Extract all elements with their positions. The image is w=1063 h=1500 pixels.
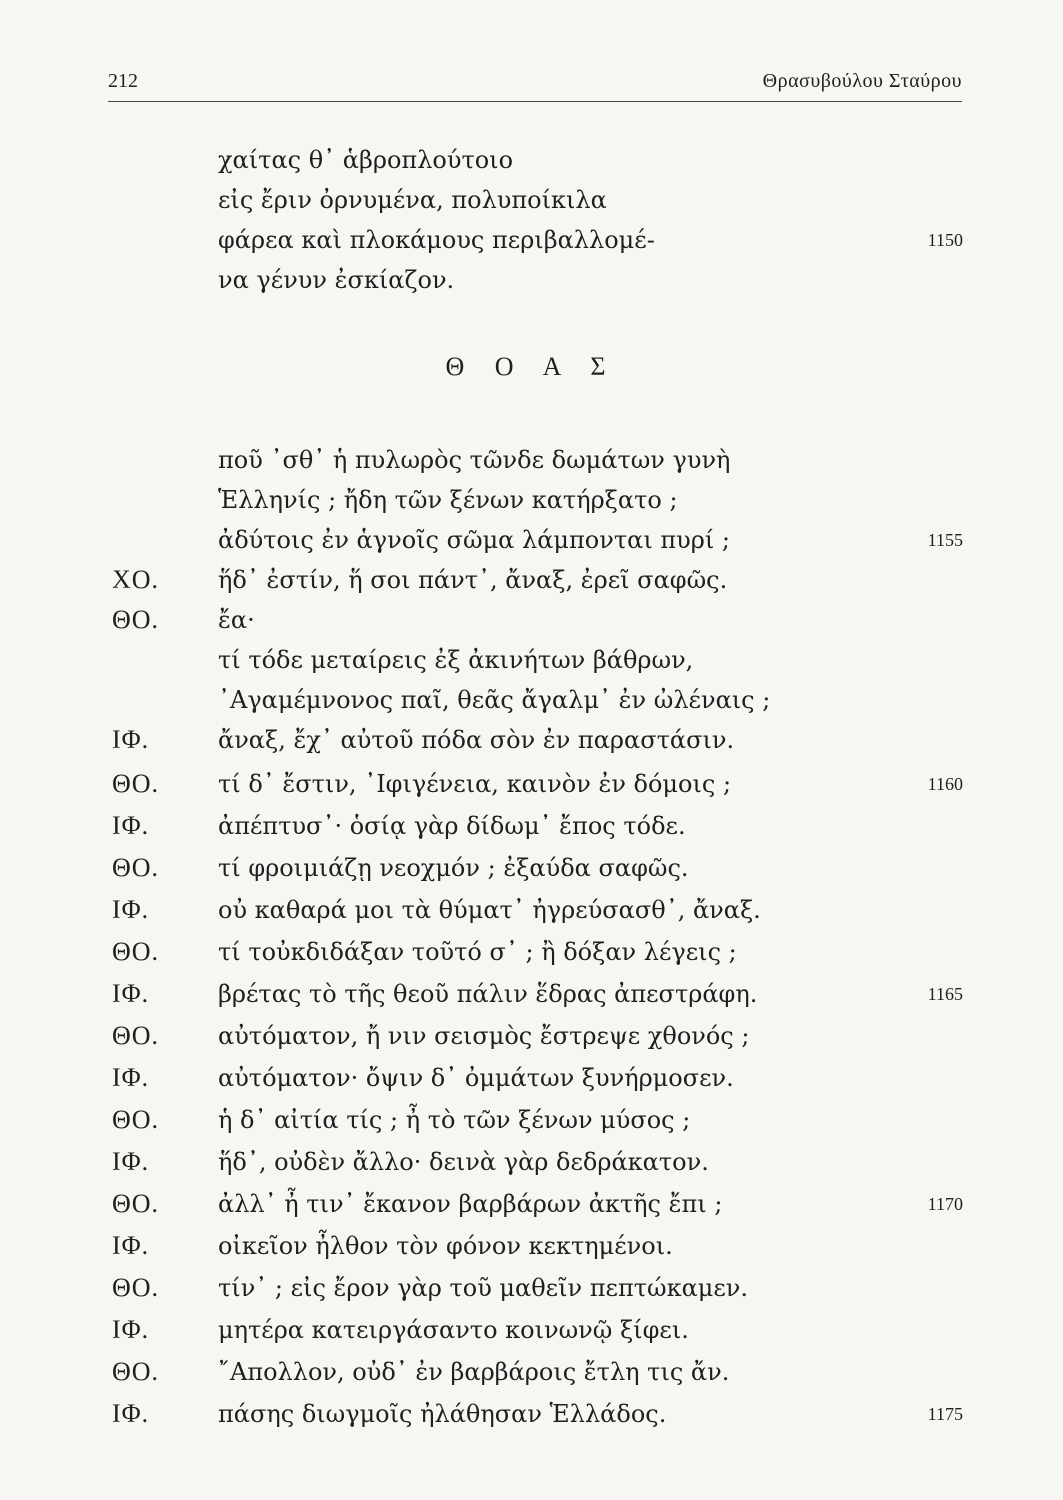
verse-line [0,220,1063,260]
verse-line [0,974,1063,1014]
speaker-label: ΙΦ. [112,1315,150,1344]
speaker-label: ΙΦ. [112,1147,150,1176]
verse-text: πάσης διωγμοῖς ἠλάθησαν Ἑλλάδος. [218,1400,667,1428]
verse-line [0,764,1063,804]
verse-text: ῎Απολλον, οὐδ᾽ ἐν βαρβάροις ἔτλη τις ἄν. [218,1358,730,1386]
verse-line [0,180,1063,220]
speaker-label: ΙΦ. [112,1063,150,1092]
verse-line [0,600,1063,640]
verse-text: οἰκεῖον ἦλθον τὸν φόνον κεκτημένοι. [218,1232,673,1260]
header-rule [108,101,962,102]
verse-text: ποῦ ᾽σθ᾽ ἡ πυλωρὸς τῶνδε δωμάτων γυνὴ [218,446,731,474]
verse-line [0,1016,1063,1056]
verse-line [0,640,1063,680]
verse-line [0,890,1063,930]
verse-text: ἥδ᾽, οὐδὲν ἄλλο· δεινὰ γὰρ δεδράκατον. [218,1148,709,1176]
verse-text: τί φροιμιάζῃ νεοχμόν ; ἐξαύδα σαφῶς. [218,854,689,882]
speaker-label: ΙΦ. [112,1399,150,1428]
verse-text: ἀπέπτυσ᾽· ὁσίᾳ γὰρ δίδωμ᾽ ἔπος τόδε. [218,812,686,840]
verse-text: οὐ καθαρά μοι τὰ θύματ᾽ ἠγρεύσασθ᾽, ἄναξ. [218,896,761,924]
speaker-label: ΙΦ. [112,895,150,924]
verse-text: ᾽Αγαμέμνονος παῖ, θεᾶς ἄγαλμ᾽ ἐν ὠλέναις ; [218,686,771,714]
verse-line [0,932,1063,972]
verse-text: να γένυν ἐσκίαζον. [218,266,455,294]
verse-line [0,440,1063,480]
page-number: 212 [108,70,138,92]
character-heading: Θ Ο Α Σ [445,352,618,381]
verse-line [0,680,1063,720]
verse-text: βρέτας τὸ τῆς θεοῦ πάλιν ἕδρας ἀπεστράφη. [218,980,758,1008]
speaker-label: ΙΦ. [112,725,150,754]
speaker-label: ΘΟ. [112,769,160,798]
verse-line [0,806,1063,846]
speaker-label: ΙΦ. [112,1231,150,1260]
verse-text: φάρεα καὶ πλοκάμους περιβαλλομέ- [218,226,655,254]
verse-line [0,1058,1063,1098]
verse-text: τίν᾽ ; εἰς ἔρον γὰρ τοῦ μαθεῖν πεπτώκαμεν. [218,1274,749,1302]
speaker-label: ΘΟ. [112,1105,160,1134]
verse-line [0,140,1063,180]
line-number: 1165 [927,984,963,1004]
running-title: Θρασυβούλου Σταύρου [762,70,962,92]
verse-text: χαίτας θ᾽ ἁβροπλούτοιο [218,146,514,174]
verse-text: ἄναξ, ἔχ᾽ αὐτοῦ πόδα σὸν ἐν παραστάσιν. [218,726,735,754]
line-number: 1155 [927,530,963,550]
verse-text: ἀλλ᾽ ἦ τιν᾽ ἔκανον βαρβάρων ἀκτῆς ἔπι ; [218,1190,723,1218]
verse-text: τί τόδε μεταίρεις ἐξ ἀκινήτων βάθρων, [218,646,694,674]
speaker-label: ΘΟ. [112,853,160,882]
verse-line [0,520,1063,560]
speaker-label: ΘΟ. [112,1189,160,1218]
verse-line [0,1268,1063,1308]
page-header [108,62,962,102]
verse-line [0,1226,1063,1266]
speaker-label: ΘΟ. [112,1273,160,1302]
verse-line [0,480,1063,520]
verse-text: τί δ᾽ ἔστιν, ᾽Ιφιγένεια, καινὸν ἐν δόμοις ; [218,770,732,798]
verse-text: εἰς ἔριν ὀρνυμένα, πολυποίκιλα [218,186,607,214]
verse-line [0,560,1063,600]
speaker-label: ΙΦ. [112,811,150,840]
verse-text: ἀδύτοις ἐν ἁγνοῖς σῶμα λάμπονται πυρί ; [218,526,730,554]
verse-text: αὐτόματον, ἤ νιν σεισμὸς ἔστρεψε χθονός ; [218,1022,750,1050]
speaker-label: ΘΟ. [112,1357,160,1386]
speaker-label: ΘΟ. [112,937,160,966]
verse-line [0,1394,1063,1434]
verse-text: τί τοὐκδιδάξαν τοῦτό σ᾽ ; ἢ δόξαν λέγεις ; [218,938,737,966]
verse-text: Ἑλληνίς ; ἤδη τῶν ξένων κατήρξατο ; [218,486,678,514]
verse-line [0,848,1063,888]
verse-line [0,1100,1063,1140]
line-number: 1170 [927,1194,963,1214]
verse-line [0,1310,1063,1350]
speaker-label: ΧΟ. [112,565,160,594]
verse-text: ἥδ᾽ ἐστίν, ἥ σοι πάντ᾽, ἄναξ, ἐρεῖ σαφῶς. [218,566,728,594]
verse-text: μητέρα κατειργάσαντο κοινωνῷ ξίφει. [218,1316,689,1344]
verse-text: αὐτόματον· ὄψιν δ᾽ ὀμμάτων ξυνήρμοσεν. [218,1064,734,1092]
line-number: 1160 [927,774,963,794]
line-number: 1150 [927,230,963,250]
verse-line [0,1184,1063,1224]
verse-text: ἡ δ᾽ αἰτία τίς ; ἦ τὸ τῶν ξένων μύσος ; [218,1106,691,1134]
verse-text: ἔα· [218,606,255,634]
verse-line [0,720,1063,760]
speaker-label: ΘΟ. [112,1021,160,1050]
verse-line [0,260,1063,300]
verse-line [0,1142,1063,1182]
speaker-label: ΙΦ. [112,979,150,1008]
speaker-label: ΘΟ. [112,605,160,634]
line-number: 1175 [927,1404,963,1424]
verse-line [0,1352,1063,1392]
